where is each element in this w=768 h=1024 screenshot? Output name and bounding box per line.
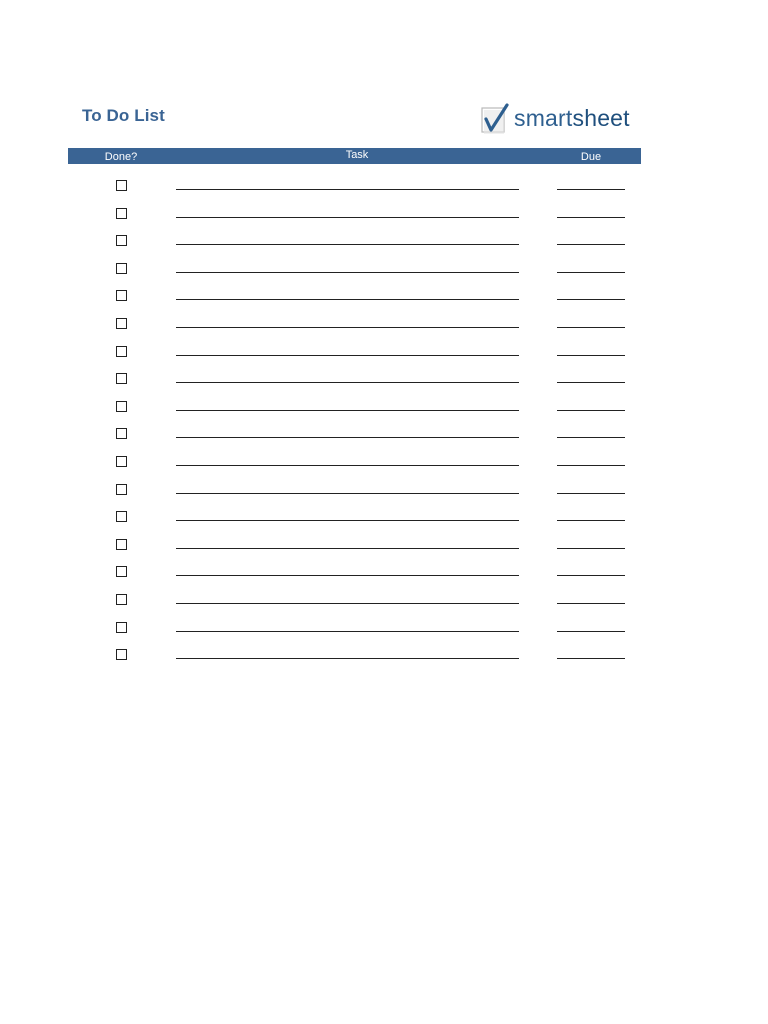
table-row [0, 233, 768, 260]
logo-text-smart: smart [514, 104, 573, 131]
table-row [0, 537, 768, 564]
task-field[interactable] [176, 493, 519, 494]
due-field[interactable] [557, 410, 625, 411]
table-row [0, 620, 768, 647]
due-field[interactable] [557, 217, 625, 218]
table-row [0, 316, 768, 343]
task-field[interactable] [176, 658, 519, 659]
done-checkbox[interactable] [116, 456, 127, 467]
task-field[interactable] [176, 410, 519, 411]
done-checkbox[interactable] [116, 594, 127, 605]
due-field[interactable] [557, 382, 625, 383]
due-field[interactable] [557, 658, 625, 659]
done-checkbox[interactable] [116, 622, 127, 633]
task-field[interactable] [176, 189, 519, 190]
due-field[interactable] [557, 575, 625, 576]
task-field[interactable] [176, 465, 519, 466]
due-field[interactable] [557, 355, 625, 356]
task-field[interactable] [176, 382, 519, 383]
table-row [0, 288, 768, 315]
column-header-task: Task [345, 149, 369, 161]
done-checkbox[interactable] [116, 290, 127, 301]
task-field[interactable] [176, 575, 519, 576]
table-header [68, 148, 641, 164]
task-field[interactable] [176, 217, 519, 218]
done-checkbox[interactable] [116, 346, 127, 357]
table-row [0, 206, 768, 233]
table-row [0, 426, 768, 453]
column-header-done: Done? [104, 151, 138, 163]
checkmark-logo-icon [481, 103, 511, 133]
due-field[interactable] [557, 493, 625, 494]
done-checkbox[interactable] [116, 235, 127, 246]
due-field[interactable] [557, 520, 625, 521]
task-field[interactable] [176, 355, 519, 356]
table-row [0, 399, 768, 426]
done-checkbox[interactable] [116, 180, 127, 191]
column-header-due: Due [580, 151, 602, 163]
smartsheet-logo [481, 100, 630, 136]
due-field[interactable] [557, 548, 625, 549]
due-field[interactable] [557, 244, 625, 245]
task-field[interactable] [176, 244, 519, 245]
done-checkbox[interactable] [116, 511, 127, 522]
logo-wordmark [514, 104, 630, 131]
table-row [0, 509, 768, 536]
due-field[interactable] [557, 299, 625, 300]
table-row [0, 261, 768, 288]
due-field[interactable] [557, 603, 625, 604]
table-row [0, 564, 768, 591]
task-field[interactable] [176, 603, 519, 604]
done-checkbox[interactable] [116, 263, 127, 274]
done-checkbox[interactable] [116, 649, 127, 660]
task-field[interactable] [176, 520, 519, 521]
due-field[interactable] [557, 631, 625, 632]
done-checkbox[interactable] [116, 401, 127, 412]
logo-text-sheet: sheet [572, 104, 630, 131]
due-field[interactable] [557, 272, 625, 273]
task-field[interactable] [176, 327, 519, 328]
table-row [0, 454, 768, 481]
table-row [0, 371, 768, 398]
task-field[interactable] [176, 437, 519, 438]
task-field[interactable] [176, 299, 519, 300]
due-field[interactable] [557, 465, 625, 466]
done-checkbox[interactable] [116, 428, 127, 439]
due-field[interactable] [557, 189, 625, 190]
done-checkbox[interactable] [116, 318, 127, 329]
table-row [0, 592, 768, 619]
task-field[interactable] [176, 272, 519, 273]
task-field[interactable] [176, 631, 519, 632]
table-row [0, 482, 768, 509]
due-field[interactable] [557, 437, 625, 438]
page-title: To Do List [82, 106, 165, 125]
done-checkbox[interactable] [116, 484, 127, 495]
table-row [0, 178, 768, 205]
done-checkbox[interactable] [116, 566, 127, 577]
due-field[interactable] [557, 327, 625, 328]
task-field[interactable] [176, 548, 519, 549]
table-row [0, 344, 768, 371]
done-checkbox[interactable] [116, 373, 127, 384]
table-row [0, 647, 768, 674]
done-checkbox[interactable] [116, 208, 127, 219]
done-checkbox[interactable] [116, 539, 127, 550]
